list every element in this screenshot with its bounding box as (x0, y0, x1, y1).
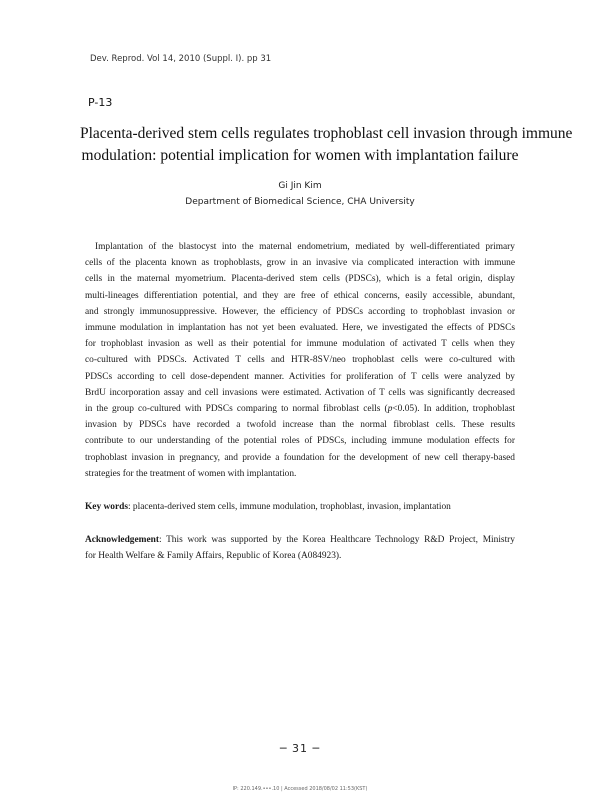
abstract-line: co-cultured with PDSCs. Activated T cells and HTR-8SV/neo trophoblast cells were co-cultured with (85, 355, 515, 366)
ack-text: : This work was supported by the Korea Healthcare Technology R&D Project, Ministry (158, 535, 515, 545)
abstract-line: and strongly immunosuppressive. However, the efficiency of PDSCs according to trophoblast invasion or (85, 306, 515, 317)
ack-line: for Health Welfare & Family Affairs, Republic of Korea (A084923). (85, 551, 342, 562)
abstract-line: contribute to our understanding of the potential roles of PDSCs, including immune modulation effects for (85, 436, 515, 447)
abstract-line: for trophoblast invasion as well as their potential for immune modulation of activated T cells when they (85, 339, 515, 350)
abstract-line: trophoblast invasion in pregnancy, and provide a foundation for the development of new cell therapy-based (85, 452, 515, 463)
abstract-line: immune modulation in implantation has not yet been evaluated. Here, we investigated the effects of PDSCs (85, 323, 515, 334)
abstract-line: invasion by PDSCs have recorded a twofold increase than the normal fibroblast cells. These results (85, 420, 515, 431)
author-affiliation: Department of Biomedical Science, CHA University (185, 197, 415, 207)
abstract-line: cells of the placenta known as trophoblasts, grow in an invasive via complicated interaction with immune (85, 258, 515, 269)
abstract-line: Implantation of the blastocyst into the maternal endometrium, mediated by well-differentiated primary (95, 242, 515, 252)
page-number: ─ 31 ─ (279, 742, 321, 755)
author-name: Gi Jin Kim (278, 181, 322, 191)
abstract-line: in the group co-cultured with PDSCs comparing to normal fibroblast cells (p<0.05). In addition, trophoblast (85, 404, 515, 415)
abstract-line: multi-lineages differentiation potential, and they are free of ethical concerns, easily accessible, abundant, (85, 290, 515, 301)
abstract-body (85, 239, 515, 482)
abstract-line: BrdU incorporation assay and cell invasions were estimated. Activation of T cells was significantly decreased (85, 387, 515, 398)
abstract-id: P-13 (88, 96, 113, 109)
keywords-text: : placenta-derived stem cells, immune modulation, trophoblast, invasion, implantation (127, 502, 451, 512)
abstract-line: PDSCs according to cell dose-dependent manner. Activities for proliferation of T cells were analyzed by (85, 371, 515, 382)
ack-label: Acknowledgement (85, 535, 159, 545)
access-footer: IP: 220.149.•••.10 | Accessed 2018/08/02 11:53(KST) (232, 786, 368, 792)
keywords (85, 499, 515, 515)
title-line: Placenta-derived stem cells regulates trophoblast cell invasion through immune (80, 125, 573, 142)
acknowledgement (85, 532, 515, 564)
abstract-line: cells in the maternal myometrium. Placenta-derived stem cells (PDSCs), which is a fetal origin, display (85, 274, 515, 285)
ack-line (85, 532, 515, 548)
journal-citation: Dev. Reprod. Vol 14, 2010 (Suppl. I). pp 31 (90, 54, 272, 64)
abstract-line: strategies for the treatment of women with implantation. (85, 468, 297, 479)
keywords-label: Key words (85, 502, 128, 512)
title-line: modulation: potential implication for women with implantation failure (81, 147, 519, 164)
paper-title (80, 123, 573, 167)
